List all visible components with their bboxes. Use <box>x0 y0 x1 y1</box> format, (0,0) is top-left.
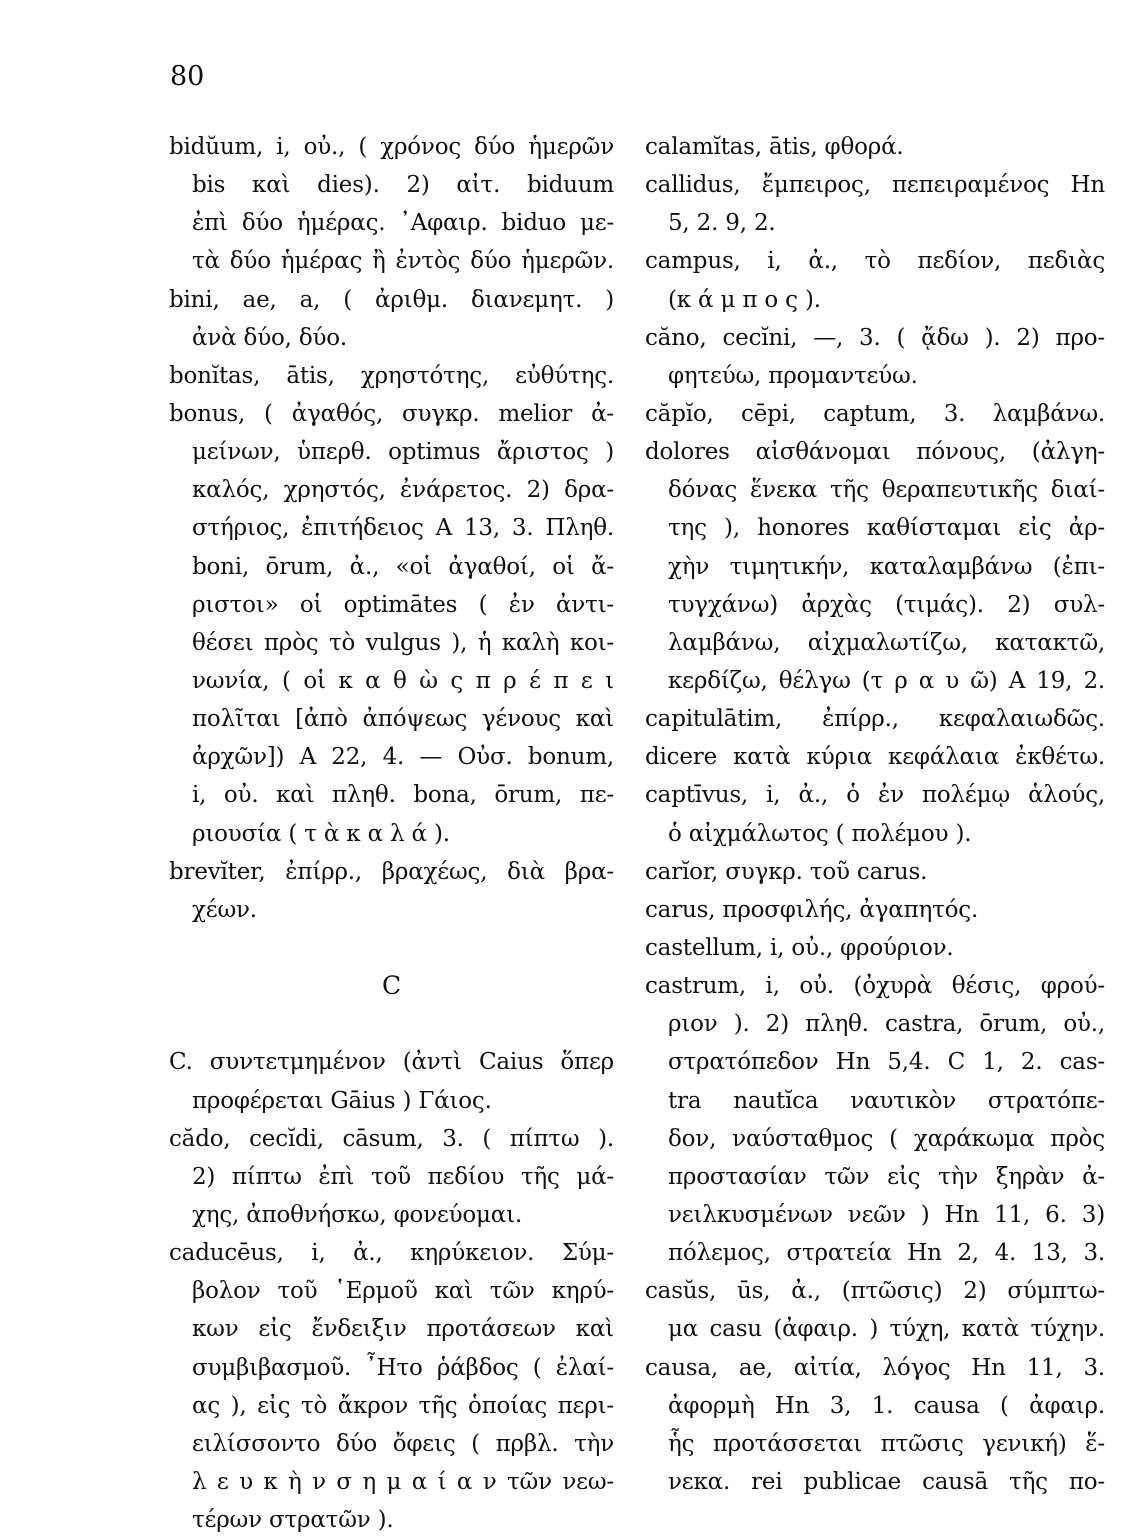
right-column-line: 5, 2. 9, 2. <box>668 210 776 237</box>
left-column-line: bini, ae, a, ( ἀριθμ. διανεμητ. ) <box>169 286 614 313</box>
right-column-line: τυγχάνω) ἀρχὰς (τιμάς). 2) συλ- <box>668 591 1105 618</box>
left-column-spacer <box>169 929 614 967</box>
right-column-line: δον, ναύσταθμος ( χαράκωμα πρὸς <box>668 1125 1105 1152</box>
left-column-line: στήριος, ἐπιτήδειος Α 13, 3. Πληθ. <box>192 515 614 542</box>
right-column-line: capitulātim, ἐπίρρ., κεφαλαιωδῶς. <box>645 706 1105 733</box>
right-column-line: μα casu (ἀφαιρ. ) τύχη, κατὰ τύχην. <box>668 1316 1105 1343</box>
right-column-line: πόλεμος, στρατεία Ηn 2, 4. 13, 3. <box>668 1240 1105 1267</box>
right-column-line: captīvus, i, ἀ., ὁ ἐν πολέμῳ ἁλούς, <box>645 782 1105 809</box>
right-column-line: campus, i, ἀ., τὸ πεδίον, πεδιὰς <box>645 248 1105 275</box>
left-column-line: θέσει πρὸς τὸ vulgus ), ἡ καλὴ κοι- <box>192 629 614 656</box>
left-column-line: βολον τοῦ ῾Ερμοῦ καὶ τῶν κηρύ- <box>192 1278 614 1305</box>
left-column-line: ειλίσσοντο δύο ὄφεις ( πρβλ. τὴν <box>192 1430 614 1457</box>
left-column-line: i, οὐ. καὶ πληθ. bona, ōrum, πε- <box>192 782 614 809</box>
left-column-line: πολῖται [ἀπὸ ἀπόψεως γένους καὶ <box>192 706 614 733</box>
left-column-line: ἀρχῶν]) Α 22, 4. — Οὐσ. bonum, <box>192 744 614 771</box>
right-column-line: της ), honores καθίσταμαι εἰς ἀρ- <box>668 515 1105 542</box>
right-column-line: căpĭo, cēpi, captum, 3. λαμβάνω. <box>645 400 1105 427</box>
right-column-line: dolores αἰσθάνομαι πόνους, (ἀλγη- <box>645 439 1105 466</box>
left-column-line: C. συντετμημένον (ἀντὶ Caius ὅπερ <box>169 1049 614 1076</box>
right-column-line: castellum, i, οὐ., φρούριον. <box>645 934 954 961</box>
right-column-line: causa, ae, αἰτία, λόγος Ηn 11, 3. <box>645 1354 1105 1381</box>
left-column-line: μείνων, ὑπερθ. optimus ἄριστος ) <box>192 439 614 466</box>
left-column-line: τέρων στρατῶν ). <box>192 1507 394 1534</box>
left-column-line: λ ε υ κ ὴ ν σ η μ α ί α ν τῶν νεω- <box>192 1468 614 1495</box>
left-column-line: bonĭtas, ātis, χρηστότης, εὐθύτης. <box>169 362 614 389</box>
left-column-line: καλός, χρηστός, ἐνάρετος. 2) δρα- <box>192 477 614 504</box>
left-column-line: caducēus, i, ἀ., κηρύκειον. Σύμ- <box>169 1240 614 1267</box>
page-number: 80 <box>170 61 205 92</box>
left-column-spacer <box>169 1005 614 1043</box>
right-column-line: νειλκυσμένων νεῶν ) Ηn 11, 6. 3) <box>668 1201 1105 1228</box>
right-column-line: στρατόπεδον Ηn 5,4. C 1, 2. cas- <box>668 1049 1105 1076</box>
left-column-line: χης, ἀποθνήσκω, φονεύομαι. <box>192 1201 523 1228</box>
left-column-line: ἀνὰ δύο, δύο. <box>192 324 348 351</box>
right-column-line: calamĭtas, ātis, φθορά. <box>645 134 904 160</box>
right-column-line: ἀφορμὴ Ηn 3, 1. causa ( ἀφαιρ. <box>668 1392 1105 1419</box>
left-column-line: bonus, ( ἀγαθός, συγκρ. melior ἀ- <box>169 400 614 427</box>
right-column-line: castrum, i, οὐ. (ὀχυρὰ θέσις, φρού- <box>645 973 1105 1000</box>
left-column-line: brevĭter, ἐπίρρ., βραχέως, διὰ βρα- <box>169 858 614 885</box>
right-column-line: νεκα. rei publicae causā τῆς πο- <box>668 1468 1105 1495</box>
left-column-line: ριουσία ( τ ὰ κ α λ ά ). <box>192 820 450 847</box>
left-column <box>169 128 614 1539</box>
right-column-line: callidus, ἔμπειρος, πεπειραμένος Ηn <box>645 172 1105 199</box>
left-column-line: ριστοι» οἱ optimātes ( ἐν ἀντι- <box>192 591 614 618</box>
left-column-line: cădo, cecĭdi, cāsum, 3. ( πίπτω ). <box>169 1125 614 1152</box>
right-column-line: carĭor, συγκρ. τοῦ carus. <box>645 858 928 885</box>
right-column-line: tra nautĭca ναυτικὸν στρατόπε- <box>668 1087 1105 1114</box>
right-column-line: căno, cecĭni, —, 3. ( ᾄδω ). 2) προ- <box>645 324 1105 351</box>
left-column-line: ἐπὶ δύο ἡμέρας. ᾿Αφαιρ. biduo με- <box>192 210 614 237</box>
right-column-line: ἧς προτάσσεται πτῶσις γενική) ἕ- <box>668 1430 1105 1457</box>
right-column-line: carus, προσφιλής, ἀγαπητός. <box>645 896 979 923</box>
right-column-line: δόνας ἕνεκα τῆς θεραπευτικῆς διαί- <box>668 477 1105 504</box>
left-column-line: boni, ōrum, ἀ., «οἱ ἀγαθοί, οἱ ἄ- <box>192 553 614 580</box>
left-column-line: 2) πίπτω ἐπὶ τοῦ πεδίου τῆς μά- <box>192 1163 614 1190</box>
left-column-line: bis καὶ dies). 2) αἰτ. biduum <box>192 172 614 199</box>
left-column-line: προφέρεται Gāius ) Γάιος. <box>192 1087 492 1114</box>
right-column-line: casŭs, ūs, ἀ., (πτῶσις) 2) σύμπτω- <box>645 1278 1105 1305</box>
right-column-line: λαμβάνω, αἰχμαλωτίζω, κατακτῶ, <box>668 629 1105 656</box>
right-column-line: κερδίζω, θέλγω (τ ρ α υ ῶ) Α 19, 2. <box>668 667 1105 694</box>
left-column-line: χέων. <box>192 896 257 923</box>
right-column-line: dicere κατὰ κύρια κεφάλαια ἐκθέτω. <box>645 744 1105 771</box>
right-column-line: (κ ά μ π ο ς ). <box>668 286 821 313</box>
left-column-line: τὰ δύο ἡμέρας ἢ ἐντὸς δύο ἡμερῶν. <box>192 248 614 275</box>
right-column <box>645 128 1105 1501</box>
left-column-line: bidŭum, i, οὐ., ( χρόνος δύο ἡμερῶν <box>169 134 614 160</box>
left-column-line: νωνία, ( οἱ κ α θ ὼ ς π ρ έ π ε ι <box>192 667 614 694</box>
left-column-line: κων εἰς ἔνδειξιν προτάσεων καὶ <box>192 1316 614 1343</box>
right-column-line: χὴν τιμητικήν, καταλαμβάνω (ἐπι- <box>668 553 1105 580</box>
right-column-line: φητεύω, προμαντεύω. <box>668 362 918 389</box>
right-column-line: ριον ). 2) πληθ. castra, ōrum, οὐ., <box>668 1011 1105 1038</box>
left-column-line: ας ), εἰς τὸ ἄκρον τῆς ὁποίας περι- <box>192 1392 614 1419</box>
right-column-line: προστασίαν τῶν εἰς τὴν ξηρὰν ἀ- <box>668 1163 1105 1190</box>
left-column-line: συμβιβασμοῦ. ῏Ητο ῥάβδος ( ἐλαί- <box>192 1354 614 1381</box>
section-heading: C <box>382 971 401 1001</box>
right-column-line: ὁ αἰχμάλωτος ( πολέμου ). <box>668 820 972 847</box>
